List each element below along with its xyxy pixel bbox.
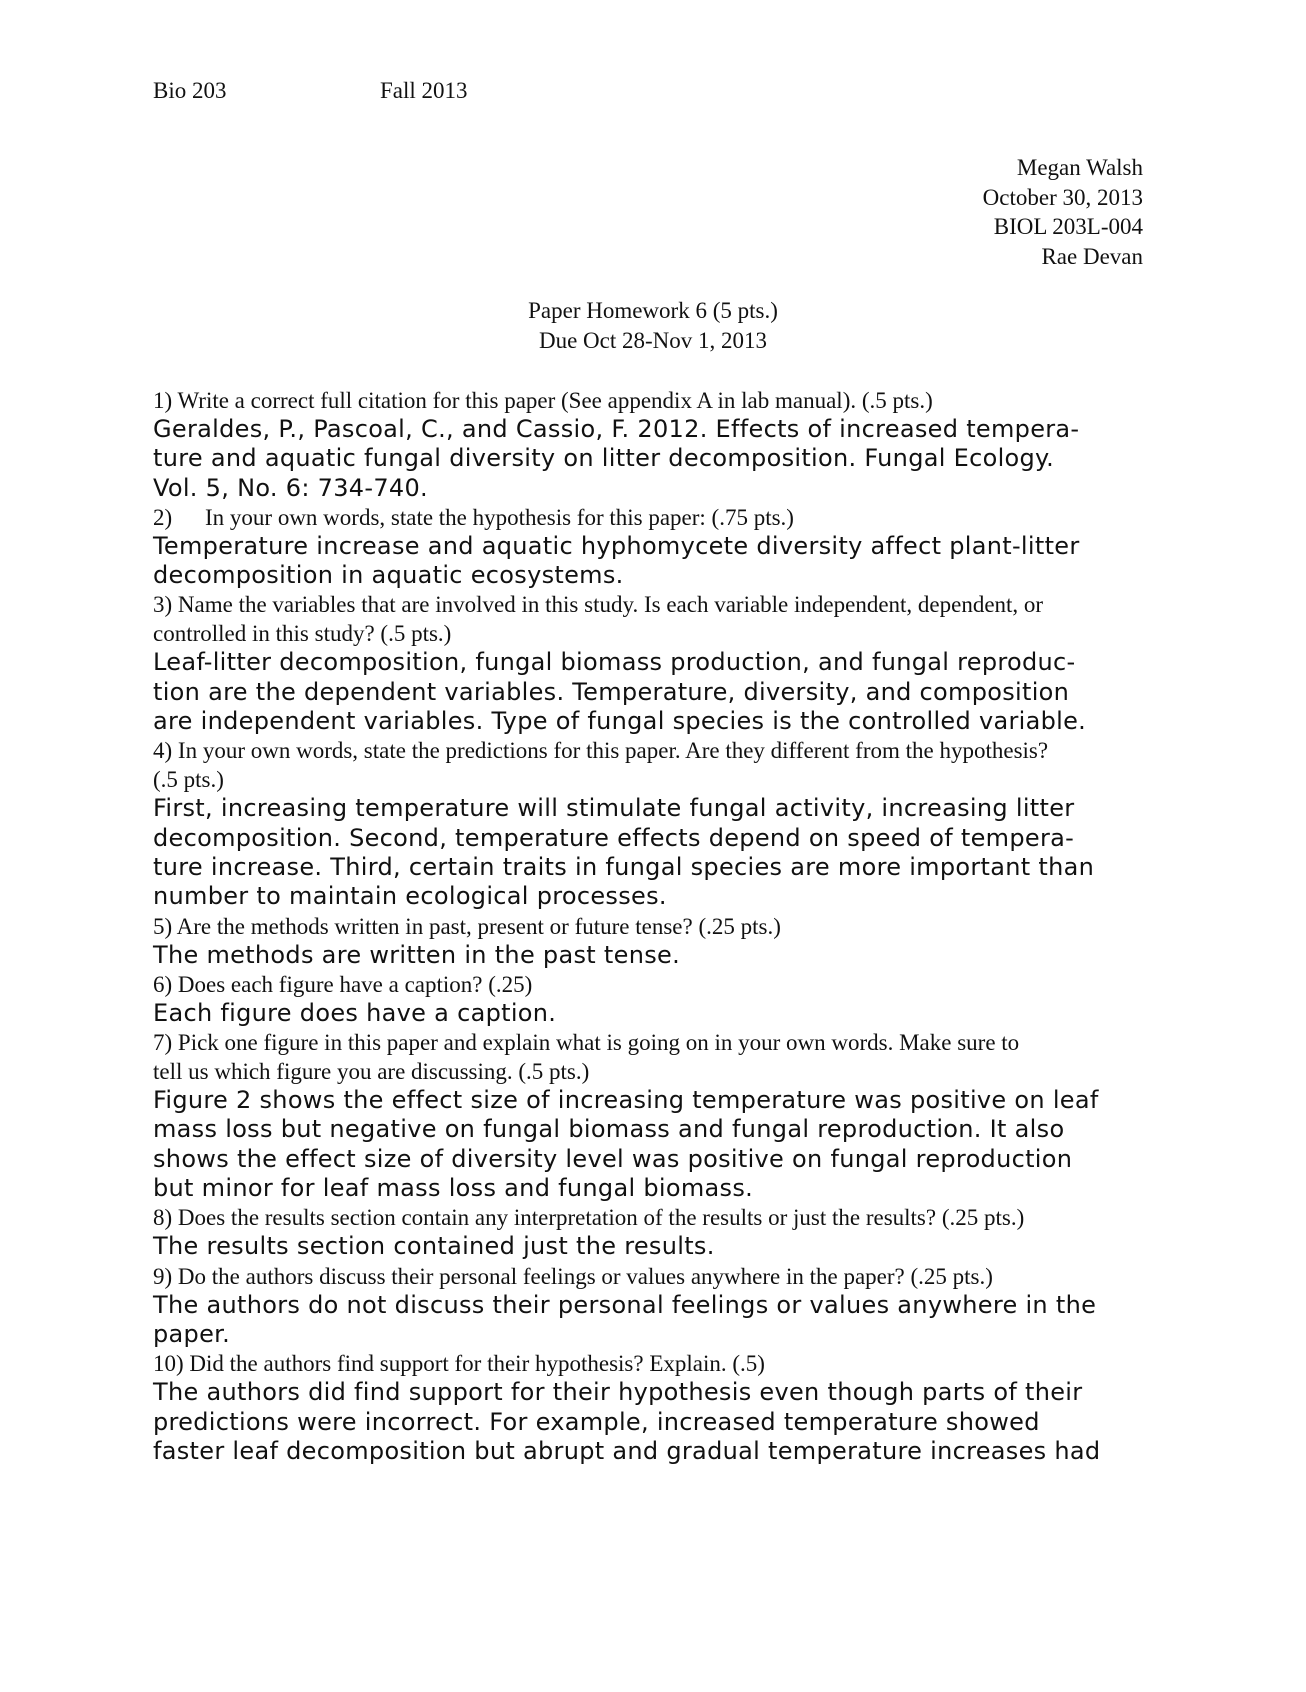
question-text: 7) Pick one figure in this paper and explain what is going on in your own words. Make sure to tell us which figure you are discussing. (.5 pts.) xyxy=(153,1030,1020,1085)
qa-item-9 xyxy=(153,1262,1143,1350)
answer-text: The methods are written in the past tense. xyxy=(153,940,681,969)
course-section: BIOL 203L-004 xyxy=(993,214,1143,239)
question-text: 1) Write a correct full citation for this paper (See appendix A in lab manual). (.5 pts.) xyxy=(153,388,933,413)
answer-text: First, increasing temperature will stimulate fungal activity, increasing litter decomposition. Second, temperature effects depend on speed of tempera- ture increase. Third, certain traits in fungal species are more important than number to maintain ecological processes. xyxy=(153,794,1095,911)
question-text: 5) Are the methods written in past, present or future tense? (.25 pts.) xyxy=(153,913,781,939)
question-text: 3) Name the variables that are involved in this study. Is each variable independent, dependent, or controlled in this study? (.5 pts.) xyxy=(153,592,1044,647)
answer-text: The results section contained just the results. xyxy=(153,1232,715,1261)
answer-text: Each figure does have a caption. xyxy=(153,998,557,1027)
submission-date: October 30, 2013 xyxy=(982,184,1143,210)
instructor-name: Rae Devan xyxy=(1041,243,1143,269)
qa-item-7 xyxy=(153,1028,1143,1203)
qa-item-4 xyxy=(153,736,1143,911)
qa-item-6 xyxy=(153,970,1143,1028)
question-body: In your own words, state the hypothesis for this paper: (.75 pts.) xyxy=(205,504,794,530)
question-text: 4) In your own words, state the predictions for this paper. Are they different from the hypothesis? (.5 pts.) xyxy=(153,738,1049,793)
question-text: 6) Does each figure have a caption? (.25) xyxy=(153,971,533,997)
answer-text: Figure 2 shows the effect size of increasing temperature was positive on leaf mass loss but negative on fungal biomass and fungal reproduction. It also shows the effect size of diversity level was positive on fungal reproduction but minor for leaf mass loss and fungal biomass. xyxy=(153,1086,1099,1203)
qa-item-10 xyxy=(153,1349,1143,1466)
qa-item-5 xyxy=(153,912,1143,970)
assignment-title xyxy=(0,296,1306,356)
answer-text: Geraldes, P., Pascoal, C., and Cassio, F. 2012. Effects of increased tempera- ture and aquatic fungal diversity on litter decomposition. Fungal Ecology. Vol. 5, No. 6: 734-740. xyxy=(153,415,1080,502)
term-label: Fall 2013 xyxy=(380,78,468,103)
question-number: 2) xyxy=(153,504,173,530)
question-text xyxy=(153,503,1143,532)
question-answer-list xyxy=(153,386,1143,1466)
qa-item-3 xyxy=(153,590,1143,736)
answer-text: Leaf-litter decomposition, fungal biomass production, and fungal reproduc- tion are the dependent variables. Temperature, diversity, and composition are independent variables. Type of fungal species is the controlled variable. xyxy=(153,648,1087,736)
course-label: Bio 203 xyxy=(153,78,227,103)
question-text: 9) Do the authors discuss their personal feelings or values anywhere in the paper? (.25 pts.) xyxy=(153,1263,993,1289)
answer-text: The authors did find support for their hypothesis even though parts of their predictions were incorrect. For example, increased temperature showed faster leaf decomposition but abrupt and gradual temperature increases had xyxy=(153,1378,1101,1465)
student-info xyxy=(983,153,1143,271)
question-text: 8) Does the results section contain any interpretation of the results or just the results? (.25 pts.) xyxy=(153,1205,1025,1231)
title-line-2: Due Oct 28-Nov 1, 2013 xyxy=(538,328,768,353)
student-name: Megan Walsh xyxy=(1016,155,1143,180)
qa-item-2 xyxy=(153,503,1143,591)
answer-text: Temperature increase and aquatic hyphomycete diversity affect plant-litter decomposition in aquatic ecosystems. xyxy=(153,531,1080,590)
question-text: 10) Did the authors find support for their hypothesis? Explain. (.5) xyxy=(153,1351,765,1377)
qa-item-8 xyxy=(153,1203,1143,1261)
answer-text: The authors do not discuss their personal feelings or values anywhere in the paper. xyxy=(153,1290,1097,1348)
qa-item-1 xyxy=(153,386,1143,503)
title-line-1: Paper Homework 6 (5 pts.) xyxy=(528,298,778,323)
